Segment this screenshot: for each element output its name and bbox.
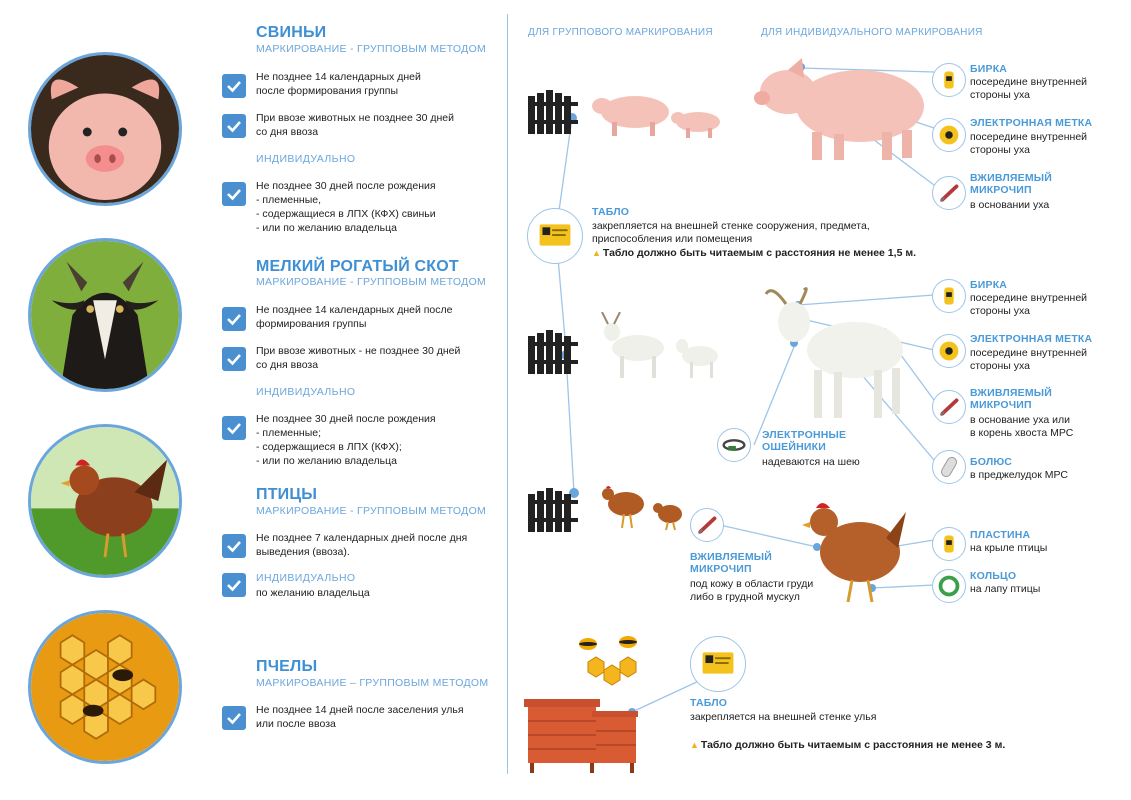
electronic-tag-icon	[932, 118, 966, 152]
chicken-photo	[28, 424, 182, 578]
tablo-sign-icon	[690, 636, 746, 692]
fence-image	[528, 488, 578, 532]
goat-etag-desc: посередине внутренней стороны уха	[970, 347, 1088, 372]
bird-ring-title: КОЛЬЦО	[970, 570, 1017, 582]
bolus-icon	[932, 450, 966, 484]
goats-subtitle: МАРКИРОВАНИЕ - ГРУППОВЫМ МЕТОДОМ	[256, 276, 487, 288]
birds-subtitle: МАРКИРОВАНИЕ - ГРУППОВЫМ МЕТОДОМ	[256, 505, 487, 517]
ear-tag-icon	[932, 279, 966, 313]
warning-icon: ▲	[690, 740, 699, 750]
pig-etag-title: ЭЛЕКТРОННАЯ МЕТКА	[970, 117, 1093, 129]
goat-tag-title: БИРКА	[970, 279, 1008, 291]
warning-icon: ▲	[592, 248, 601, 258]
tablo2-warning	[690, 739, 1005, 751]
pig-chip-title: ВЖИВЛЯЕМЫЙ МИКРОЧИП	[970, 172, 1053, 196]
pigs-rule-group: Не позднее 14 календарных дней после формирования группы	[256, 71, 421, 97]
bees-photo	[28, 610, 182, 764]
birds-rule-group: Не позднее 7 календарных дней после дня выведения (ввоза).	[256, 532, 468, 558]
pigs-individual-label: ИНДИВИДУАЛЬНО	[256, 153, 356, 165]
check-icon	[222, 347, 246, 371]
tablo-sign-icon	[527, 208, 583, 264]
goats-rule-import: При ввозе животных - не позднее 30 дней со дня ввоза	[256, 345, 461, 371]
group-marking-header: ДЛЯ ГРУППОВОГО МАРКИРОВАНИЯ	[528, 27, 713, 38]
pigs-rule-individual: Не позднее 30 дней после рождения - племенные, - содержащиеся в ЛПХ (КФХ) свиньи - или по желанию владельца	[256, 180, 436, 234]
pigs-subtitle: МАРКИРОВАНИЕ - ГРУППОВЫМ МЕТОДОМ	[256, 43, 487, 55]
goat-bolus-desc: в преджелудок МРС	[970, 469, 1068, 481]
tablo1-warning	[592, 247, 916, 259]
check-icon	[222, 307, 246, 331]
microchip-icon	[690, 508, 724, 542]
check-icon	[222, 416, 246, 440]
goats-rule-group: Не позднее 14 календарных дней после формирования группы	[256, 304, 453, 330]
pigs-group-image	[590, 90, 730, 142]
tablo1-title: ТАБЛО	[592, 206, 630, 218]
goats-rule-individual: Не позднее 30 дней после рождения - племенные; - содержащиеся в ЛПХ (КФХ); - или по желанию владельца	[256, 413, 436, 467]
bird-chip-title: ВЖИВЛЯЕМЫЙ МИКРОЧИП	[690, 551, 773, 575]
check-icon	[222, 74, 246, 98]
bees-honeycomb-image	[574, 632, 650, 692]
goat-etag-title: ЭЛЕКТРОННАЯ МЕТКА	[970, 333, 1093, 345]
goat-tag-desc: посередине внутренней стороны уха	[970, 292, 1088, 317]
tablo2-title: ТАБЛО	[690, 697, 728, 709]
check-icon	[222, 182, 246, 206]
bird-chip-desc: под кожу в области груди либо в грудной мускул	[690, 578, 814, 603]
pig-large-image	[752, 52, 930, 164]
individual-marking-header: ДЛЯ ИНДИВИДУАЛЬНОГО МАРКИРОВАНИЯ	[761, 27, 983, 38]
birds-individual-label: ИНДИВИДУАЛЬНО	[256, 572, 356, 584]
pig-chip-desc: в основании уха	[970, 199, 1050, 211]
goat-chip-title: ВЖИВЛЯЕМЫЙ МИКРОЧИП	[970, 387, 1053, 411]
fence-image	[528, 330, 578, 374]
bees-title: ПЧЕЛЫ	[256, 658, 318, 675]
tablo2-warning-text: Табло должно быть читаемым с расстояния не менее 3 м.	[700, 739, 1006, 751]
check-icon	[222, 706, 246, 730]
goat-collar-title: ЭЛЕКТРОННЫЕ ОШЕЙНИКИ	[762, 429, 847, 453]
bees-rule-group: Не позднее 14 дней после заселения улья или после ввоза	[256, 704, 464, 730]
beehive-image	[522, 697, 640, 773]
goats-individual-label: ИНДИВИДУАЛЬНО	[256, 386, 356, 398]
goat-collar-desc: надеваются на шею	[762, 456, 860, 468]
microchip-icon	[932, 176, 966, 210]
goats-title: МЕЛКИЙ РОГАТЫЙ СКОТ	[256, 258, 459, 275]
column-divider	[507, 14, 508, 774]
goat-photo	[28, 238, 182, 392]
bird-plate-desc: на крыле птицы	[970, 542, 1048, 554]
chickens-group-image	[598, 482, 688, 532]
bird-plate-title: ПЛАСТИНА	[970, 529, 1031, 541]
check-icon	[222, 573, 246, 597]
pigs-title: СВИНЬИ	[256, 24, 327, 41]
wing-plate-icon	[932, 527, 966, 561]
birds-rule-individual: по желанию владельца	[256, 587, 370, 599]
electronic-tag-icon	[932, 334, 966, 368]
goat-bolus-title: БОЛЮС	[970, 456, 1013, 468]
fence-image	[528, 90, 578, 134]
pig-tag-title: БИРКА	[970, 63, 1008, 75]
pig-etag-desc: посередине внутренней стороны уха	[970, 131, 1088, 156]
goat-chip-desc: в основание уха или в корень хвоста МРС	[970, 414, 1074, 439]
bees-subtitle: МАРКИРОВАНИЕ – ГРУППОВЫМ МЕТОДОМ	[256, 677, 489, 689]
pig-photo	[28, 52, 182, 206]
leg-ring-icon	[932, 569, 966, 603]
microchip-icon	[932, 390, 966, 424]
tablo1-desc: закрепляется на внешней стенке сооружения, предмета, приспособления или помещения	[592, 220, 870, 245]
tablo1-warning-text: Табло должно быть читаемым с расстояния не менее 1,5 м.	[602, 247, 917, 259]
goat-large-image	[760, 286, 910, 424]
pigs-rule-import: При ввозе животных не позднее 30 дней со дня ввоза	[256, 112, 454, 138]
chicken-large-image	[800, 498, 910, 606]
birds-title: ПТИЦЫ	[256, 486, 318, 503]
bird-ring-desc: на лапу птицы	[970, 583, 1041, 595]
goats-group-image	[598, 312, 728, 380]
tablo2-desc: закрепляется на внешней стенке улья	[690, 711, 877, 723]
ear-tag-icon	[932, 63, 966, 97]
check-icon	[222, 114, 246, 138]
pig-tag-desc: посередине внутренней стороны уха	[970, 76, 1088, 101]
electronic-collar-icon	[717, 428, 751, 462]
check-icon	[222, 534, 246, 558]
